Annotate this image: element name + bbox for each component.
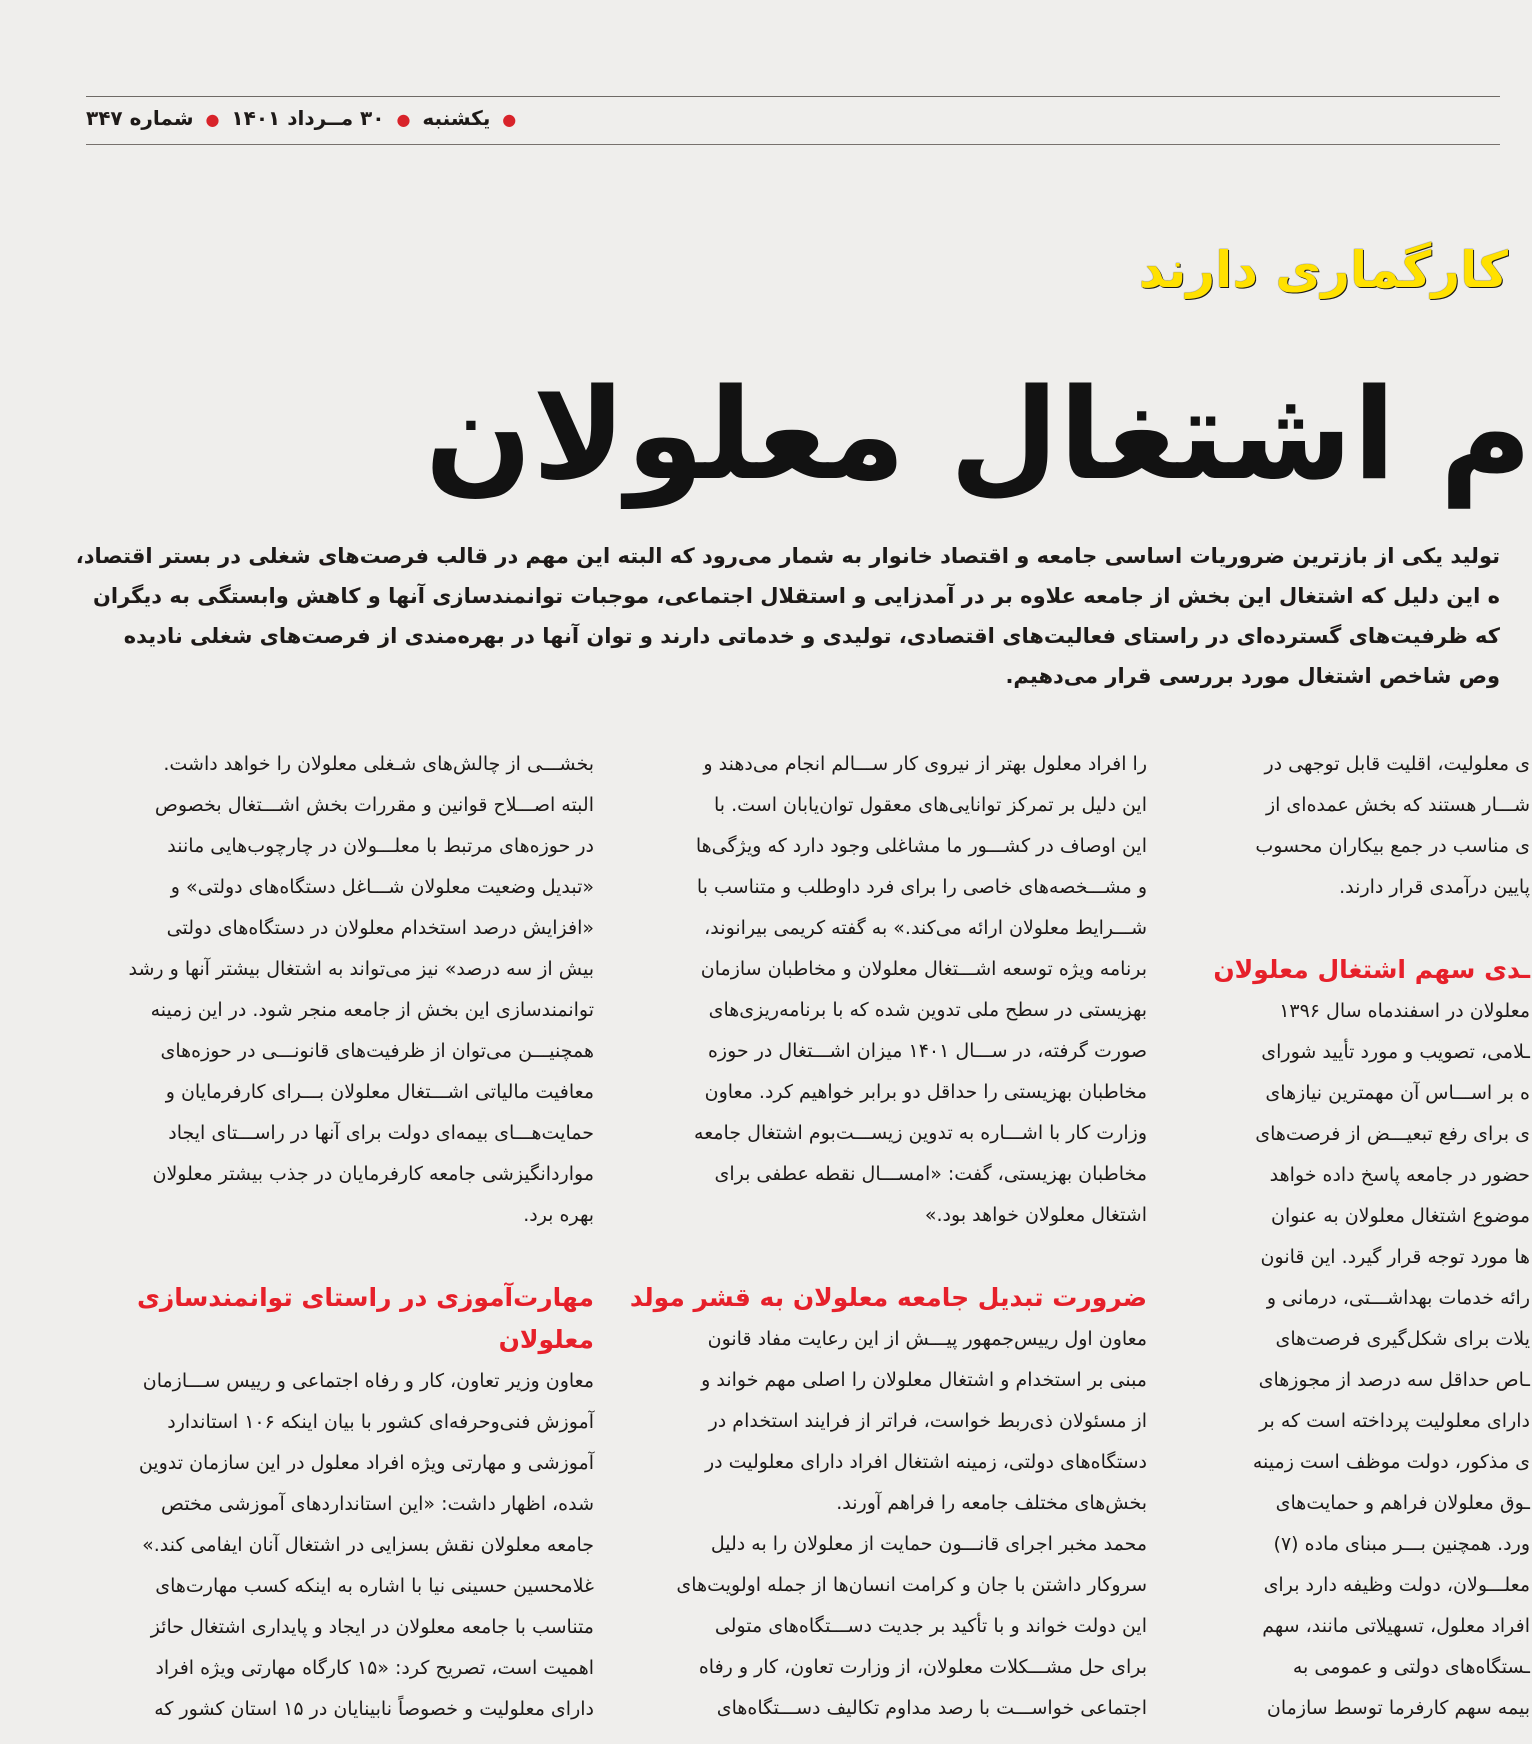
article-column-left bbox=[86, 744, 594, 1744]
body-line: ـوق معلولان فراهم و حمایت‌های bbox=[1275, 1492, 1530, 1514]
body-line: یلات برای شکل‌گیری فرصت‌های bbox=[1275, 1328, 1530, 1350]
body-line: دارای معلولیت پرداخته است که بر bbox=[1259, 1410, 1530, 1432]
headline-kicker: کارگماری دارند bbox=[1138, 241, 1508, 299]
body-line: شـــرایط معلولان ارائه می‌کند.» به گفته کریمی بیرانوند، bbox=[704, 917, 1147, 939]
paragraph-spacer bbox=[1200, 908, 1530, 949]
body-line: ه بر اســـاس آن مهمترین نیازهای bbox=[1265, 1082, 1530, 1104]
lead-paragraph bbox=[75, 536, 1500, 696]
body-line: ورد. همچنین بـــر مبنای ماده (۷) bbox=[1273, 1533, 1530, 1555]
body-line: این دلیل بر تمرکز توانایی‌های معقول توان‌یابان است. با bbox=[713, 794, 1147, 816]
folio-day: یکشنبه bbox=[422, 106, 491, 130]
body-line: اشتغال معلولان خواهد بود.» bbox=[924, 1204, 1147, 1226]
body-line: معاون وزیر تعاون، کار و رفاه اجتماعی و رییس ســـازمان bbox=[142, 1370, 594, 1392]
article-column-middle bbox=[629, 744, 1147, 1744]
body-line: ـستگاه‌های دولتی و عمومی به bbox=[1292, 1656, 1530, 1678]
body-line: بهزیستی در سطح ملی تدوین شده که با برنامه‌ریزی‌های bbox=[708, 999, 1147, 1021]
body-line: اهمیت است، تصریح کرد: «۱۵ کارگاه مهارتی ویژه افراد bbox=[155, 1657, 594, 1679]
body-line: اجتماعی خواســـت با رصد مداوم تکالیف دســـتگاه‌های bbox=[716, 1697, 1147, 1719]
body-line: برنامه ویژه توسعه اشـــتغال معلولان و مخاطبان سازمان bbox=[700, 958, 1147, 980]
body-line: دستگاه‌های دولتی، زمینه اشتغال افراد دارای معلولیت در bbox=[704, 1451, 1147, 1473]
body-line: ی معلولیت، اقلیت قابل توجهی در bbox=[1264, 753, 1530, 775]
header-rule-top bbox=[86, 96, 1500, 97]
body-line: متناسب با جامعه معلولان در ایجاد و پایداری اشتغال حائز bbox=[150, 1616, 594, 1638]
body-line: در حوزه‌های مرتبط با معلـــولان در چارچوب‌هایی مانند bbox=[167, 835, 594, 857]
body-line: ـلامی، تصویب و مورد تأیید شورای bbox=[1261, 1041, 1530, 1063]
body-line: سروکار داشتن با جان و کرامت انسان‌ها از جمله اولویت‌های bbox=[676, 1574, 1147, 1596]
body-line: «افزایش درصد استخدام معلولان در دستگاه‌های دولتی bbox=[166, 917, 594, 939]
lead-line: تولید یکی از بازترین ضروریات اساسی جامعه و اقتصاد خانوار به شمار می‌رود که البته این مهم در قالب فرصت‌های شغلی در بستر اقتصاد، bbox=[75, 544, 1500, 568]
body-line: وزارت کار با اشـــاره به تدوین زیســـت‌بوم اشتغال جامعه bbox=[694, 1122, 1147, 1144]
body-line: دارای معلولیت و خصوصاً نابینایان در ۱۵ استان کشور که bbox=[154, 1698, 594, 1720]
body-line: مبنی بر استخدام و اشتغال معلولان را اصلی مهم خواند و bbox=[701, 1369, 1147, 1391]
body-line: افراد معلول، تسهیلاتی مانند، سهم bbox=[1262, 1615, 1530, 1637]
body-line: بخشـــی از چالش‌های شـغلی معلولان را خواهد داشت. bbox=[163, 753, 594, 775]
subhead-skills: معلولان bbox=[498, 1325, 594, 1354]
body-line: را افراد معلول بهتر از نیروی کار ســـالم انجام می‌دهند و bbox=[703, 753, 1147, 775]
body-line: از مسئولان ذی‌ربط خواست، فراتر از فرایند استخدام در bbox=[708, 1410, 1147, 1432]
body-line: این اوصاف در کشـــور ما مشاغلی وجود دارد که ویژگی‌ها bbox=[695, 835, 1147, 857]
lead-line: وص شاخص اشتغال مورد بررسی قرار می‌دهیم. bbox=[1005, 664, 1500, 688]
body-line: مواردانگیزشی جامعه کارفرمایان در جذب بیشتر معلولان bbox=[152, 1163, 594, 1185]
body-line: همچنیـــن می‌توان از ظرفیت‌های قانونـــی در حوزه‌های bbox=[160, 1040, 594, 1062]
headline-title: م اشتغال معلولان bbox=[424, 361, 1532, 508]
subhead-skills: مهارت‌آموزی در راستای توانمندسازی bbox=[137, 1283, 594, 1312]
body-line: موضوع اشتغال معلولان به عنوان bbox=[1271, 1205, 1530, 1227]
body-line: «تبدیل وضعیت معلولان شـــاغل دستگاه‌های دولتی» و bbox=[170, 876, 594, 898]
body-line: توانمندسازی این بخش از جامعه منجر شود. در این زمینه bbox=[150, 999, 594, 1021]
body-line: رائه خدمات بهداشـــتی، درمانی و bbox=[1266, 1287, 1530, 1309]
body-line: آموزشی و مهارتی ویژه افراد معلول در این سازمان تدوین bbox=[138, 1452, 594, 1474]
bullet-dot: ● bbox=[396, 110, 411, 129]
lead-line: که ظرفیت‌های گسترده‌ای در راستای فعالیت‌های اقتصادی، تولیدی و خدماتی دارند و توان آنها در بهره‌مندی از فرصت‌های شغلی نادیده bbox=[123, 624, 1500, 648]
body-line: جامعه معلولان نقش بسزایی در اشتغال آنان ایفامی کند.» bbox=[142, 1534, 594, 1556]
body-line: بهره برد. bbox=[523, 1204, 594, 1226]
subhead-productive: ضرورت تبدیل جامعه معلولان به قشر مولد bbox=[629, 1283, 1147, 1312]
body-line: برای حل مشـــکلات معلولان، از وزارت تعاون، کار و رفاه bbox=[698, 1656, 1147, 1678]
body-line: این دولت خواند و با تأکید بر جدیت دســـتگاه‌های متولی bbox=[714, 1615, 1147, 1637]
body-line: صورت گرفته، در ســـال ۱۴۰۱ میزان اشـــتغال در حوزه bbox=[707, 1040, 1147, 1062]
body-line: آموزش فنی‌وحرفه‌ای کشور با بیان اینکه ۱۰۶ استاندارد bbox=[167, 1411, 594, 1433]
folio-date: ۳۰ مــرداد ۱۴۰۱ bbox=[231, 106, 385, 130]
body-line: مخاطبان بهزیستی، گفت: «امســـال نقطه عطفی برای bbox=[714, 1163, 1147, 1185]
body-line: محمد مخبر اجرای قانـــون حمایت از معلولان را به دلیل bbox=[710, 1533, 1147, 1555]
subhead-employment-share: ـدی سهم اشتغال معلولان bbox=[1213, 955, 1530, 984]
folio-issue: شماره ۳۴۷ bbox=[86, 106, 194, 130]
body-line: ها مورد توجه قرار گیرد. این قانون bbox=[1260, 1246, 1530, 1268]
body-line: شده، اظهار داشت: «این استانداردهای آموزشی مختص bbox=[161, 1493, 594, 1515]
body-line: ی مناسب در جمع بیکاران محسوب bbox=[1255, 835, 1530, 857]
body-line: البته اصـــلاح قوانین و مقررات بخش اشـــتغال بخصوص bbox=[154, 794, 594, 816]
paragraph-spacer bbox=[86, 1236, 594, 1277]
body-line: حضور در جامعه پاسخ داده خواهد bbox=[1269, 1164, 1530, 1186]
body-line: بخش‌های مختلف جامعه را فراهم آورند. bbox=[836, 1492, 1147, 1514]
body-line: بیمه سهم کارفرما توسط سازمان bbox=[1266, 1697, 1530, 1719]
folio bbox=[86, 104, 521, 134]
body-line: ی مذکور، دولت موظف است زمینه bbox=[1252, 1451, 1530, 1473]
bullet-dot: ● bbox=[502, 110, 517, 129]
body-line: مخاطبان بهزیستی را حداقل دو برابر خواهیم کرد. معاون bbox=[704, 1081, 1147, 1103]
body-line: بیش از سه درصد» نیز می‌تواند به اشتغال بیشتر آنها و رشد bbox=[128, 958, 594, 980]
bullet-dot: ● bbox=[205, 110, 220, 129]
body-line: غلامحسین حسینی نیا با اشاره به اینکه کسب مهارت‌های bbox=[155, 1575, 594, 1597]
body-line: معافیت مالیاتی اشـــتغال معلولان بـــرای کارفرمایان و bbox=[165, 1081, 594, 1103]
body-line: معاون اول رییس‌جمهور پیـــش از این رعایت مفاد قانون bbox=[707, 1328, 1147, 1350]
body-line: شـــار هستند که بخش عمده‌ای از bbox=[1265, 794, 1530, 816]
body-line: حمایت‌هـــای بیمه‌ای دولت برای آنها در راســـتای ایجاد bbox=[168, 1122, 594, 1144]
body-line: معلولان در اسفندماه سال ۱۳۹۶ bbox=[1279, 1000, 1530, 1022]
body-line: ـاص حداقل سه درصد از مجوزهای bbox=[1258, 1369, 1530, 1391]
body-line: معلـــولان، دولت وظیفه دارد برای bbox=[1263, 1574, 1530, 1596]
body-line: و مشـــخصه‌های خاصی را برای فرد داوطلب و متناسب با bbox=[696, 876, 1147, 898]
article-column-right bbox=[1200, 744, 1530, 1744]
body-line: ی برای رفع تبعیـــض از فرصت‌های bbox=[1255, 1123, 1530, 1145]
lead-line: ه این دلیل که اشتغال این بخش از جامعه علاوه بر در آمدزایی و استقلال اجتماعی، موجبات توانمندسازی آنها و کاهش وابستگی به دیگران bbox=[92, 584, 1500, 608]
header-rule-bottom bbox=[86, 144, 1500, 145]
body-line: پایین درآمدی قرار دارند. bbox=[1339, 876, 1530, 898]
paragraph-spacer bbox=[642, 1236, 1147, 1277]
